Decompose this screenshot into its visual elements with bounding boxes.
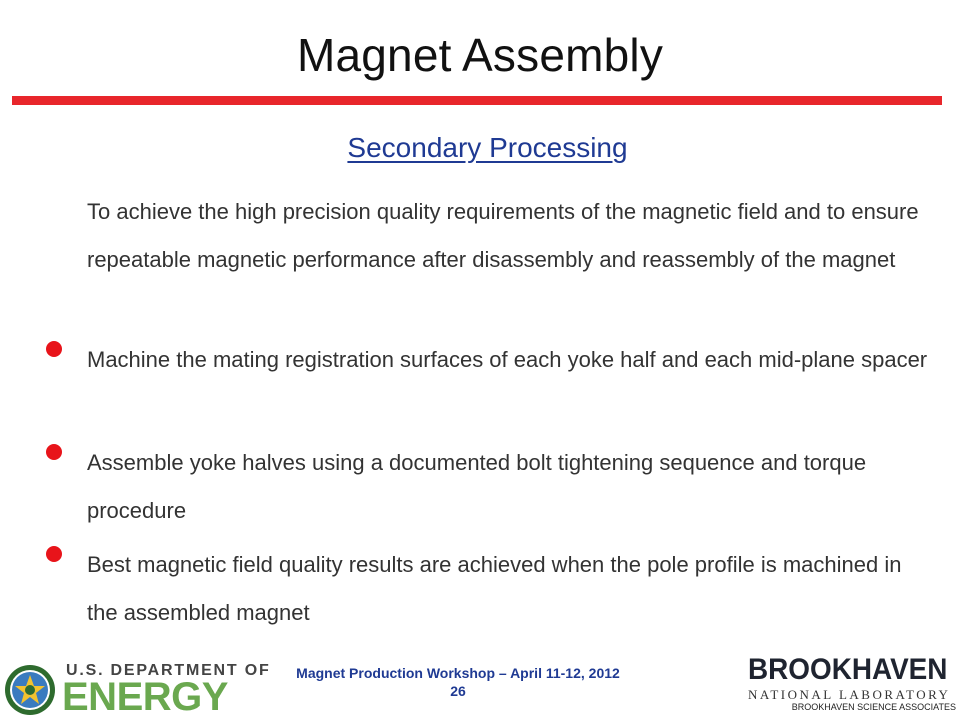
section-subtitle: Secondary Processing — [347, 132, 628, 163]
page-number: 26 — [450, 683, 466, 699]
bnl-lab-label: NATIONAL LABORATORY — [748, 687, 951, 702]
slide-title: Magnet Assembly — [296, 29, 664, 81]
bullet-dot-icon — [46, 444, 62, 460]
doe-wordmark-energy: ENERGY — [62, 675, 228, 719]
bnl-wordmark: BROOKHAVEN — [748, 653, 948, 686]
bullet-dot-icon — [46, 546, 62, 562]
intro-paragraph: To achieve the high precision quality requirements of the magnetic field and to ensure repeatable magnetic performance after disassembly and reassembly of the magnet — [87, 199, 919, 272]
doe-wordmark-top: U.S. DEPARTMENT OF — [66, 662, 271, 679]
footer-info — [268, 664, 648, 700]
bnl-logo — [748, 654, 954, 703]
title-divider — [12, 96, 942, 105]
workshop-label: Magnet Production Workshop – April 11-12, 2012 — [296, 665, 620, 681]
doe-seal-icon — [4, 664, 56, 716]
bullet-item: Assemble yoke halves using a documented bolt tightening sequence and torque procedure — [87, 450, 867, 523]
bnl-associates-label: BROOKHAVEN SCIENCE ASSOCIATES — [791, 702, 956, 712]
bullet-dot-icon — [46, 341, 62, 357]
bullet-item: Machine the mating registration surfaces of each yoke half and each mid-plane spacer — [87, 347, 928, 372]
bullet-item: Best magnetic field quality results are achieved when the pole profile is machined in the assembled magnet — [87, 552, 902, 625]
